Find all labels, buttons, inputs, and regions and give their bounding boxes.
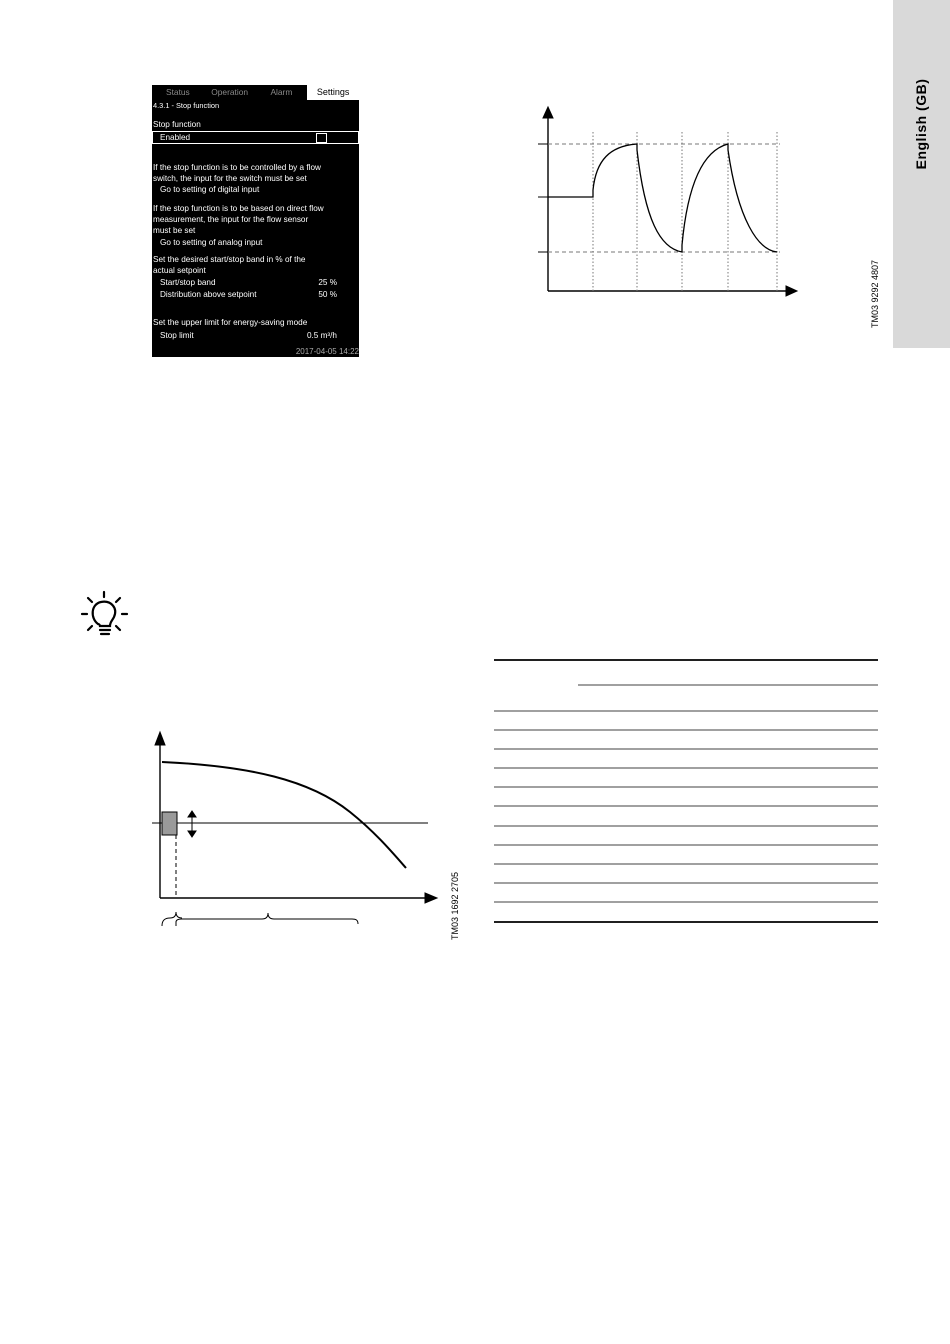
display-timestamp: 2017-04-05 14:22 [295,347,359,356]
band-arrow-up [188,811,196,817]
pump-curve [162,762,406,868]
flow-switch-text-2: switch, the input for the switch must be set [153,174,307,183]
enabled-label: Enabled [160,133,191,142]
curve-x-arrow [425,893,437,903]
lightbulb-icon [80,590,130,642]
tab-settings[interactable]: Settings [307,85,359,100]
curve-y-arrow [155,732,165,745]
enabled-checkbox[interactable] [316,133,327,143]
low-flow-brace [162,912,182,926]
normal-range-brace [176,913,358,926]
tab-operation[interactable]: Operation [211,87,249,97]
start-stop-band-box [162,812,177,835]
curve-figure-id: TM03 1692 2705 [450,871,460,940]
distribution-value[interactable]: 50 % [318,290,337,299]
pressure-figure-id: TM03 9292 4807 [870,259,880,328]
band-arrow-down [188,831,196,837]
band-text-1: Set the desired start/stop band in % of the [153,255,306,264]
pump-display [152,85,359,357]
tab-alarm[interactable]: Alarm [270,87,293,97]
tab-status[interactable]: Status [166,87,190,97]
flow-sensor-text-2: measurement, the input for the flow sensor [153,215,309,224]
flow-sensor-text-3: must be set [153,226,196,235]
start-stop-band-value[interactable]: 25 % [318,278,337,287]
stop-limit-value[interactable]: 0.5 m³/h [306,331,337,340]
pressure-x-arrow [786,286,797,296]
distribution-label: Distribution above setpoint [160,290,257,299]
flow-switch-text-1: If the stop function is to be controlled by a flow [153,163,321,172]
section-title: Stop function [153,120,201,129]
language-tab-label: English (GB) [913,78,929,170]
enabled-row[interactable] [152,131,359,144]
language-tab [893,0,950,348]
flow-sensor-text-1: If the stop function is to be based on direct flow [153,204,324,213]
band-text-2: actual setpoint [153,266,206,275]
digital-input-link[interactable]: Go to setting of digital input [160,185,260,194]
stop-limit-label: Stop limit [160,331,194,340]
energy-saving-text: Set the upper limit for energy-saving mode [153,318,308,327]
start-stop-band-label: Start/stop band [160,278,216,287]
analog-input-link[interactable]: Go to setting of analog input [160,238,263,247]
display-tabs [152,85,359,100]
pressure-curve [548,144,777,252]
pressure-y-arrow [543,107,553,118]
menu-path: 4.3.1 - Stop function [153,101,220,110]
